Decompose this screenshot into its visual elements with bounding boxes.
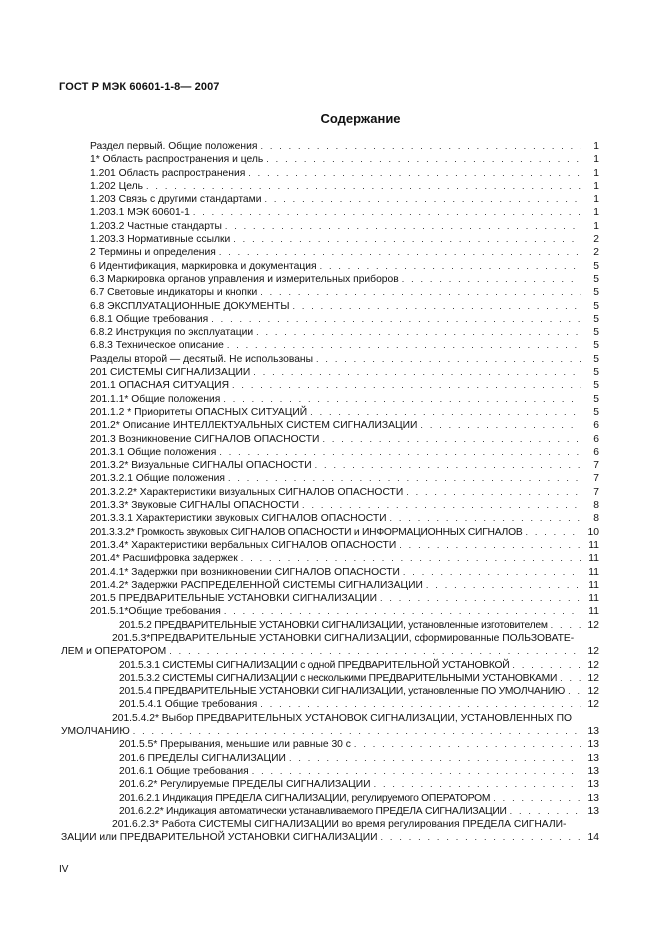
leader-dots [227, 339, 581, 352]
toc-entry [90, 659, 599, 672]
toc-entry [90, 286, 599, 299]
toc-page-number: 5 [593, 300, 599, 312]
toc-entry-text: 6.8 ЭКСПЛУАТАЦИОННЫЕ ДОКУМЕНТЫ [90, 300, 290, 312]
toc-entry [90, 765, 599, 778]
toc-entry [90, 273, 599, 286]
toc-entry-text-continued: УМОЛЧАНИЮ [61, 726, 130, 738]
leader-dots [525, 526, 581, 539]
toc-entry-text: 201.2* Описание ИНТЕЛЛЕКТУАЛЬНЫХ СИСТЕМ СИГНАЛИЗАЦИИ [90, 420, 418, 432]
leader-dots [381, 831, 581, 844]
document-header: ГОСТ Р МЭК 60601-1-8— 2007 [59, 81, 220, 93]
toc-entry-text: 201 СИСТЕМЫ СИГНАЛИЗАЦИИ [90, 367, 251, 379]
toc-entry [90, 313, 599, 326]
toc-entry-text: 6.8.1 Общие требования [90, 313, 209, 325]
toc-entry-text: 201.5.1*Общие требования [90, 606, 221, 618]
leader-dots [320, 260, 581, 273]
leader-dots [310, 406, 581, 419]
leader-dots [260, 698, 581, 711]
toc-entry [90, 805, 599, 818]
toc-page-number: 1 [593, 141, 599, 152]
toc-entry [90, 180, 599, 193]
toc-page-number: 5 [593, 313, 599, 325]
leader-dots [551, 619, 581, 632]
toc-entry-text: 6 Идентификация, маркировка и документация [90, 260, 317, 272]
leader-dots [374, 778, 581, 791]
toc-page-number: 11 [588, 606, 599, 618]
toc-page-number: 11 [588, 579, 599, 591]
toc-title: Содержание [320, 111, 401, 126]
leader-dots [510, 805, 581, 818]
toc-page-number: 8 [593, 513, 599, 525]
toc-entry-text: 6.3 Маркировка органов управления и измерительных приборов [90, 273, 399, 285]
toc-entry [90, 738, 599, 751]
leader-dots [241, 552, 581, 565]
toc-entry-text: 201.3.3* Звуковые СИГНАЛЫ ОПАСНОСТИ [90, 500, 300, 512]
toc-page-number: 5 [593, 260, 599, 272]
toc-entry-text: 201.3.2* Визуальные СИГНАЛЫ ОПАСНОСТИ [90, 460, 312, 472]
leader-dots [403, 566, 581, 579]
toc-page-number: 13 [587, 739, 599, 751]
toc-entry [90, 552, 599, 565]
toc-entry [90, 246, 599, 259]
leader-dots [248, 167, 581, 180]
leader-dots [252, 765, 581, 778]
toc-entry [90, 459, 599, 472]
toc-entry-text: 1.203.1 МЭК 60601-1 [90, 207, 190, 219]
leader-dots [493, 792, 581, 805]
toc-entry [90, 592, 599, 605]
toc-entry-text: 201.6.1 Общие требования [119, 765, 249, 777]
toc-entry-text: 201.6 ПРЕДЕЛЫ СИГНАЛИЗАЦИИ [119, 752, 286, 764]
toc-entry-text-continued: ЗАЦИИ или ПРЕДВАРИТЕЛЬНОЙ УСТАНОВКИ СИГНАЛИЗАЦИИ [61, 832, 378, 844]
toc-entry [90, 300, 599, 313]
toc-page-number: 5 [593, 273, 599, 285]
leader-dots [292, 300, 581, 313]
leader-dots [260, 140, 581, 153]
leader-dots [219, 446, 581, 459]
toc-entry-text: 2 Термины и определения [90, 247, 216, 259]
toc-entry [90, 379, 599, 392]
toc-entry-text: 201.5 ПРЕДВАРИТЕЛЬНЫЕ УСТАНОВКИ СИГНАЛИЗАЦИИ [90, 593, 377, 605]
toc-entry-text: 201.1.1* Общие положения [90, 393, 221, 405]
toc-entry-text: 201.6.2* Регулируемые ПРЕДЕЛЫ СИГНАЛИЗАЦИИ [119, 779, 371, 791]
leader-dots [224, 605, 581, 618]
toc-entry-continuation [61, 831, 599, 844]
toc-entry [90, 778, 599, 791]
toc-entry-text: 201.5.4 ПРЕДВАРИТЕЛЬНЫЕ УСТАНОВКИ СИГНАЛИЗАЦИИ, установленные ПО УМОЛЧАНИЮ [119, 686, 566, 698]
toc-page-number: 12 [587, 646, 599, 658]
leader-dots [512, 659, 581, 672]
toc-entry-text-continued: ЛЕМ и ОПЕРАТОРОМ [61, 646, 167, 658]
leader-dots [322, 433, 581, 446]
toc-entry-text: 6.8.2 Инструкция по эксплуатации [90, 327, 254, 339]
toc-entry-text: 201.5.5* Прерывания, меньшие или равные 30 с [119, 739, 351, 751]
toc-entry-text: 1.203.2 Частные стандарты [90, 220, 222, 232]
toc-entry [90, 326, 599, 339]
toc-page-number: 14 [587, 832, 599, 844]
toc-page-number: 1 [593, 167, 599, 179]
toc-entry-text: 6.8.3 Техническое описание [90, 340, 224, 352]
toc-entry-text: 1.203 Связь с другими стандартами [90, 194, 262, 206]
leader-dots [193, 206, 581, 219]
toc-entry [90, 393, 599, 406]
toc-page-number: 12 [587, 672, 599, 684]
toc-entry [90, 752, 599, 765]
toc-entry [90, 672, 599, 685]
toc-entry-continuation [61, 645, 599, 658]
leader-dots [568, 685, 581, 698]
leader-dots [211, 313, 581, 326]
toc-entry [90, 353, 599, 366]
toc-page-number: 1 [593, 180, 599, 192]
toc-page-number: 12 [587, 686, 599, 698]
toc-page-number: 11 [588, 593, 599, 605]
toc-entry-text: 201.3.2.1 Общие положения [90, 473, 225, 485]
toc-page-number: 13 [587, 792, 599, 804]
toc-entry-text: 1.203.3 Нормативные ссылки [90, 234, 231, 246]
toc-entry [90, 419, 599, 432]
leader-dots [399, 539, 581, 552]
toc-page-number: 5 [593, 393, 599, 405]
toc-entry [90, 499, 599, 512]
toc-entry-text: 201.6.2.2* Индикация автоматически устанавливаемого ПРЕДЕЛА СИГНАЛИЗАЦИИ [119, 805, 507, 817]
toc-entry [90, 792, 599, 805]
toc-page-number: 2 [593, 247, 599, 259]
toc-page-number: 1 [593, 194, 599, 206]
toc-entry [90, 698, 599, 711]
leader-dots [420, 419, 581, 432]
toc-entry-text: 201.5.4.2* Выбор ПРЕДВАРИТЕЛЬНЫХ УСТАНОВОК СИГНАЛИЗАЦИИ, УСТАНОВЛЕННЫХ ПО [112, 712, 573, 724]
toc-entry-text: 201.6.2.1 Индикация ПРЕДЕЛА СИГНАЛИЗАЦИИ, регулируемого ОПЕРАТОРОМ [119, 792, 491, 804]
toc-page-number: 5 [593, 353, 599, 365]
toc-entry [90, 206, 599, 219]
toc-page-number: 11 [588, 553, 599, 565]
page-folio: IV [59, 864, 69, 875]
leader-dots [256, 326, 581, 339]
toc-entry [90, 632, 599, 645]
toc-entry-text: 201.1 ОПАСНАЯ СИТУАЦИЯ [90, 380, 230, 392]
toc-page-number: 6 [593, 433, 599, 445]
toc-entry-continuation [61, 725, 599, 738]
toc-entry-text: 201.3.1 Общие положения [90, 446, 217, 458]
toc-entry-text: 201.5.3.1 СИСТЕМЫ СИГНАЛИЗАЦИИ с одной ПРЕДВАРИТЕЛЬНОЙ УСТАНОВКОЙ [119, 659, 510, 671]
toc-page-number: 5 [593, 367, 599, 379]
toc-entry [90, 566, 599, 579]
toc-page-number: 13 [587, 752, 599, 764]
toc-entry-text: 201.3.3.2* Громкость звуковых СИГНАЛОВ ОПАСНОСТИ и ИНФОРМАЦИОННЫХ СИГНАЛОВ [90, 526, 523, 538]
toc-page-number: 8 [593, 500, 599, 512]
leader-dots [260, 286, 581, 299]
toc-page-number: 7 [593, 486, 599, 498]
toc-page-number: 12 [587, 619, 599, 631]
leader-dots [233, 233, 581, 246]
toc-entry-text: 201.5.2 ПРЕДВАРИТЕЛЬНЫЕ УСТАНОВКИ СИГНАЛИЗАЦИИ, установленные изготовителем [119, 619, 548, 631]
toc-entry [90, 512, 599, 525]
toc-entry [90, 220, 599, 233]
toc-entry [90, 605, 599, 618]
leader-dots [354, 738, 581, 751]
leader-dots [560, 672, 581, 685]
leader-dots [390, 512, 581, 525]
toc-page-number: 2 [593, 234, 599, 246]
leader-dots [380, 592, 581, 605]
toc-entry-text: 201.5.4.1 Общие требования [119, 699, 258, 711]
toc-page-number: 13 [587, 805, 599, 817]
leader-dots [169, 645, 581, 658]
toc-page-number: 5 [593, 340, 599, 352]
toc-entry-text: 201.4.2* Задержки РАСПРЕДЕЛЕННОЙ СИСТЕМЫ СИГНАЛИЗАЦИИ [90, 579, 423, 591]
toc-page-number: 6 [593, 446, 599, 458]
leader-dots [316, 353, 581, 366]
toc-entry [90, 486, 599, 499]
toc-page-number: 5 [593, 287, 599, 299]
toc-page-number: 5 [593, 327, 599, 339]
leader-dots [219, 246, 581, 259]
leader-dots [426, 579, 581, 592]
toc-entry [90, 818, 599, 831]
toc-page-number: 7 [593, 460, 599, 472]
toc-entry-text: 201.4* Расшифровка задержек [90, 553, 238, 565]
toc-entry [90, 472, 599, 485]
leader-dots [264, 193, 581, 206]
leader-dots [406, 486, 581, 499]
leader-dots [133, 725, 581, 738]
toc-entry [90, 712, 599, 725]
toc-entry-text: 1.201 Область распространения [90, 167, 246, 179]
toc-entry [90, 526, 599, 539]
toc-entry-text: 201.5.3.2 СИСТЕМЫ СИГНАЛИЗАЦИИ с несколькими ПРЕДВАРИТЕЛЬНЫМИ УСТАНОВКАМИ [119, 672, 558, 684]
toc-page-number: 7 [593, 473, 599, 485]
toc-entry [90, 260, 599, 273]
toc-entry-text: 201.4.1* Задержки при возникновении СИГНАЛОВ ОПАСНОСТИ [90, 566, 400, 578]
toc-entry [90, 579, 599, 592]
leader-dots [289, 752, 581, 765]
toc-entry [90, 193, 599, 206]
toc-entry [90, 140, 599, 153]
toc-page-number: 11 [588, 566, 599, 578]
toc-entry-text: 1.202 Цель [90, 180, 144, 192]
leader-dots [302, 499, 581, 512]
toc-page-number: 11 [588, 539, 599, 551]
toc-page-number: 13 [587, 779, 599, 791]
toc-page-number: 12 [587, 699, 599, 711]
leader-dots [315, 459, 581, 472]
toc-entry [90, 539, 599, 552]
toc-page-number: 5 [593, 380, 599, 392]
toc-entry-text: 201.3.4* Характеристики вербальных СИГНАЛОВ ОПАСНОСТИ [90, 539, 397, 551]
toc-page-number: 1 [593, 220, 599, 232]
toc-entry-text: 201.3.2.2* Характеристики визуальных СИГНАЛОВ ОПАСНОСТИ [90, 486, 404, 498]
toc-entry [90, 153, 599, 166]
toc-entry-text: 201.6.2.3* Работа СИСТЕМЫ СИГНАЛИЗАЦИИ во время регулирования ПРЕДЕЛА СИГНАЛИ- [112, 819, 567, 831]
toc-entry-text: 201.5.3*ПРЕДВАРИТЕЛЬНЫЕ УСТАНОВКИ СИГНАЛИЗАЦИИ, сформированные ПОЛЬЗОВАТЕ- [112, 632, 575, 644]
toc-page-number: 1 [593, 154, 599, 166]
toc-entry-text: 1* Область распространения и цель [90, 154, 264, 166]
toc-entry [90, 366, 599, 379]
toc-page-number: 5 [593, 406, 599, 418]
toc-entry [90, 685, 599, 698]
toc-page-number: 12 [587, 659, 599, 671]
leader-dots [228, 472, 581, 485]
toc-page-number: 1 [593, 207, 599, 219]
leader-dots [266, 153, 581, 166]
leader-dots [253, 366, 581, 379]
toc-entry-text: Раздел первый. Общие положения [90, 141, 258, 152]
table-of-contents [61, 140, 599, 845]
toc-entry [90, 339, 599, 352]
toc-entry [90, 233, 599, 246]
toc-entry-text: 201.3 Возникновение СИГНАЛОВ ОПАСНОСТИ [90, 433, 320, 445]
leader-dots [225, 220, 581, 233]
toc-entry-text: 201.3.3.1 Характеристики звуковых СИГНАЛОВ ОПАСНОСТИ [90, 513, 387, 525]
toc-page-number: 10 [587, 526, 599, 538]
toc-entry [90, 406, 599, 419]
toc-entry [90, 167, 599, 180]
leader-dots [232, 379, 581, 392]
toc-page-number: 13 [587, 765, 599, 777]
toc-page-number: 13 [587, 726, 599, 738]
toc-entry [90, 433, 599, 446]
leader-dots [402, 273, 581, 286]
toc-page-number: 6 [593, 420, 599, 432]
toc-entry-text: 201.1.2 * Приоритеты ОПАСНЫХ СИТУАЦИЙ [90, 406, 308, 418]
toc-entry [90, 446, 599, 459]
leader-dots [146, 180, 581, 193]
toc-entry-text: Разделы второй — десятый. Не использованы [90, 353, 314, 365]
leader-dots [223, 393, 581, 406]
toc-entry [90, 619, 599, 632]
toc-entry-text: 6.7 Световые индикаторы и кнопки [90, 287, 258, 299]
